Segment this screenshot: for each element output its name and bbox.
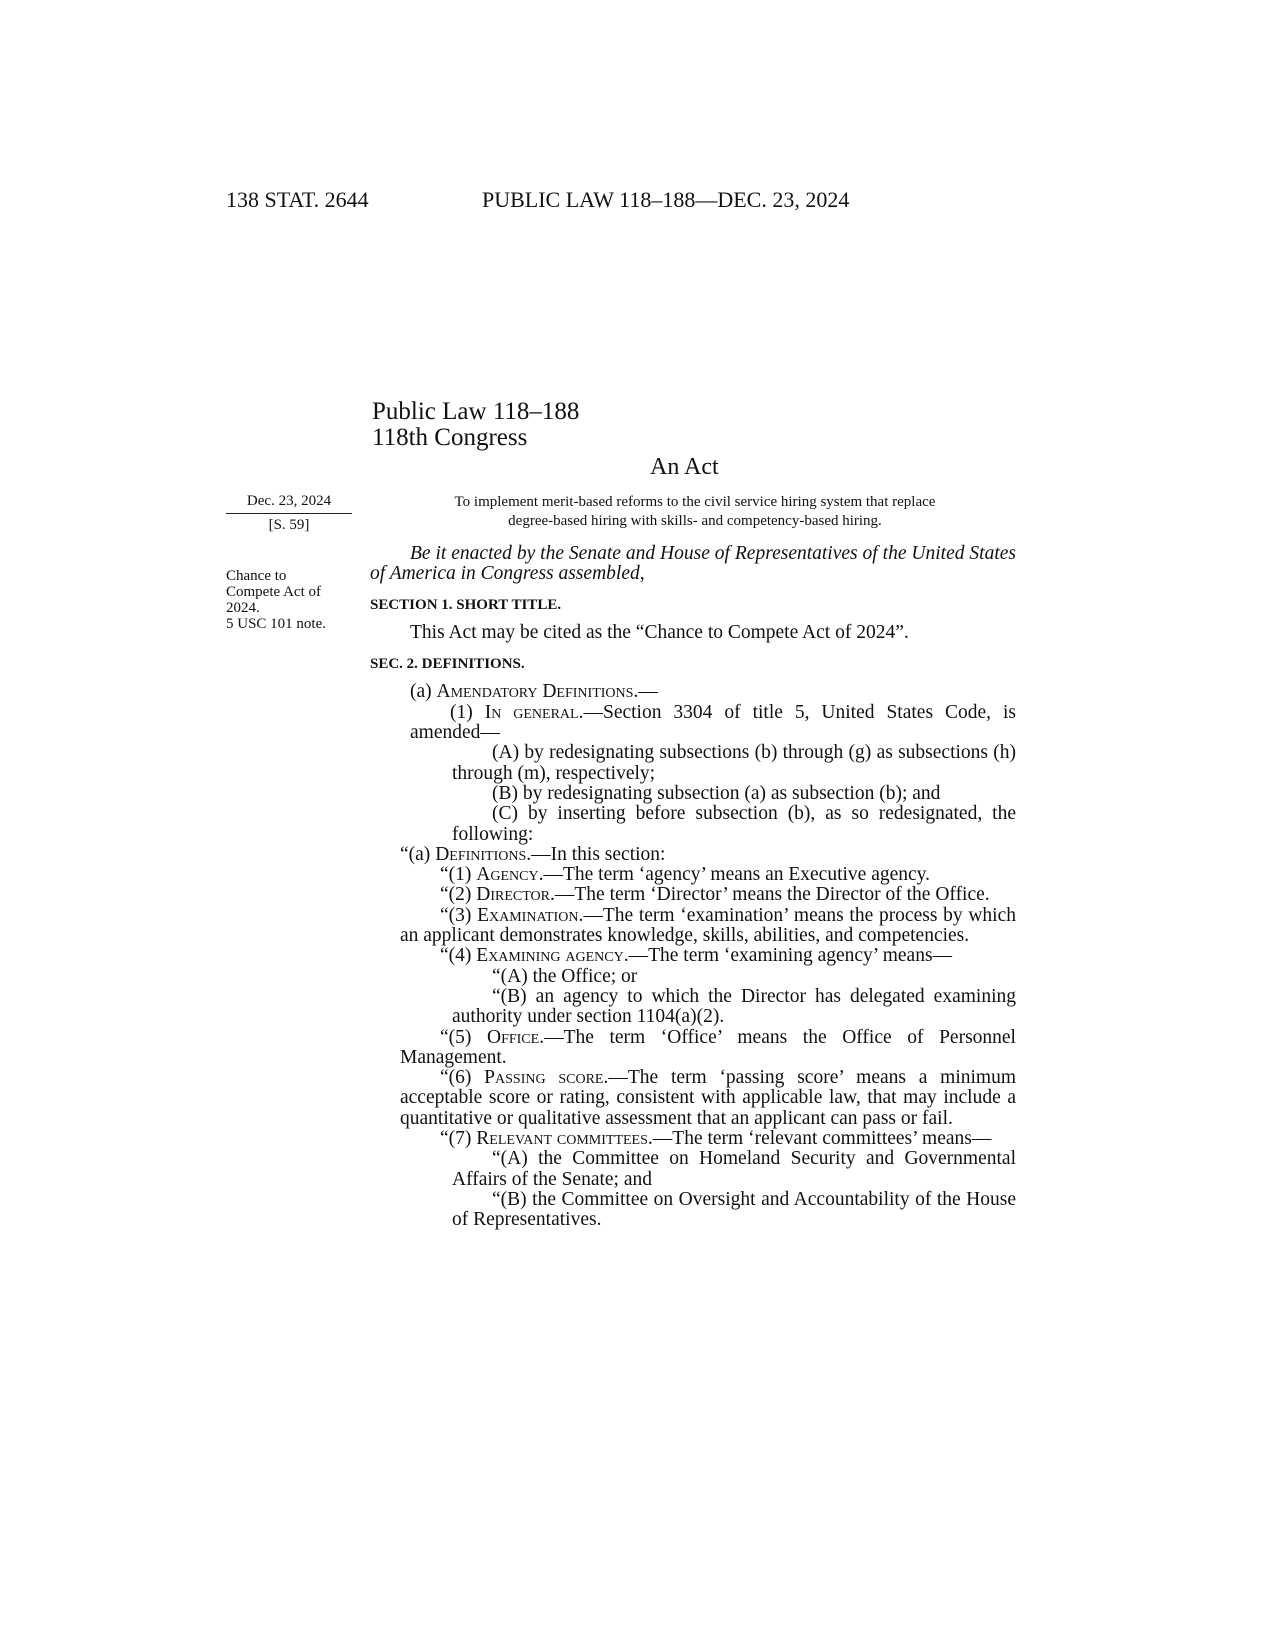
- margin-note-line: Compete Act of: [226, 584, 321, 600]
- margin-note-line: 2024.: [226, 600, 260, 616]
- act-title: An Act: [650, 454, 719, 480]
- enacting-clause: Be it enacted by the Senate and House of Representatives of the United States of America in Congress assembled,: [370, 543, 1016, 585]
- definition-examination: “(3) Examination.—The term ‘examination’ means the process by which an applicant demonstrates knowledge, skills, abilities, and competencies.: [400, 904, 1016, 947]
- margin-rule: [226, 513, 352, 514]
- clause-A: (A) by redesignating subsections (b) through (g) as subsections (h) through (m), respectively;: [452, 742, 1016, 784]
- definition-relevant-committees: “(7) Relevant committees.—The term ‘relevant committees’ means—: [440, 1128, 992, 1150]
- definition-examining-agency-B: “(B) an agency to which the Director has delegated examining authority under section 1104(a)(2).: [452, 985, 1016, 1028]
- paragraph-a1-heading: In general: [484, 701, 579, 723]
- subsection-a: (a) Amendatory Definitions.—: [410, 681, 658, 703]
- definition-office: “(5) Office.—The term ‘Office’ means the Office of Personnel Management.: [400, 1026, 1016, 1068]
- margin-date: Dec. 23, 2024: [246, 493, 332, 509]
- definition-examining-agency: “(4) Examining agency.—The term ‘examining agency’ means—: [440, 945, 953, 967]
- congress: 118th Congress: [372, 424, 528, 451]
- clause-B: (B) by redesignating subsection (a) as subsection (b); and: [492, 782, 941, 804]
- paragraph-a1: (1) In general.—Section 3304 of title 5, United States Code, is amended—: [410, 701, 1016, 744]
- body-text: [370, 544, 1016, 1231]
- definition-relevant-committees-B: “(B) the Committee on Oversight and Accountability of the House of Representatives.: [452, 1188, 1016, 1231]
- law-number: Public Law 118–188: [372, 398, 580, 425]
- subsection-a-heading: Amendatory Definitions: [436, 681, 634, 703]
- section-1-text: This Act may be cited as the “Chance to Compete Act of 2024”.: [410, 621, 909, 643]
- margin-note-line: Chance to: [226, 568, 287, 584]
- purpose-statement: [380, 493, 1010, 531]
- section-1-heading: SECTION 1. SHORT TITLE.: [370, 596, 562, 613]
- margin-bill-number: [S. 59]: [268, 517, 310, 533]
- running-header: PUBLIC LAW 118–188—DEC. 23, 2024: [482, 187, 850, 212]
- purpose-line: To implement merit-based reforms to the civil service hiring system that replace: [454, 494, 936, 510]
- definition-passing-score: “(6) Passing score.—The term ‘passing score’ means a minimum acceptable score or rating, consistent with applicable law, that may include a quantitative or qualitative assessment that an applicant can pass or fail.: [400, 1067, 1016, 1129]
- section-2-heading: SEC. 2. DEFINITIONS.: [370, 656, 525, 673]
- purpose-line: degree-based hiring with skills- and competency-based hiring.: [508, 513, 882, 529]
- page-stat-citation: 138 STAT. 2644: [226, 187, 369, 212]
- clause-C: (C) by inserting before subsection (b), as so redesignated, the following:: [452, 803, 1016, 845]
- quoted-subsection-a: “(a) Definitions.—In this section:: [400, 843, 666, 865]
- margin-note-line: 5 USC 101 note.: [226, 616, 327, 632]
- definition-agency: “(1) Agency.—The term ‘agency’ means an Executive agency.: [440, 864, 931, 886]
- definition-director: “(2) Director.—The term ‘Director’ means the Director of the Office.: [440, 884, 990, 906]
- margin-notes: [226, 568, 356, 632]
- definition-examining-agency-A: “(A) the Office; or: [492, 965, 638, 987]
- definition-relevant-committees-A: “(A) the Committee on Homeland Security and Governmental Affairs of the Senate; and: [452, 1148, 1016, 1190]
